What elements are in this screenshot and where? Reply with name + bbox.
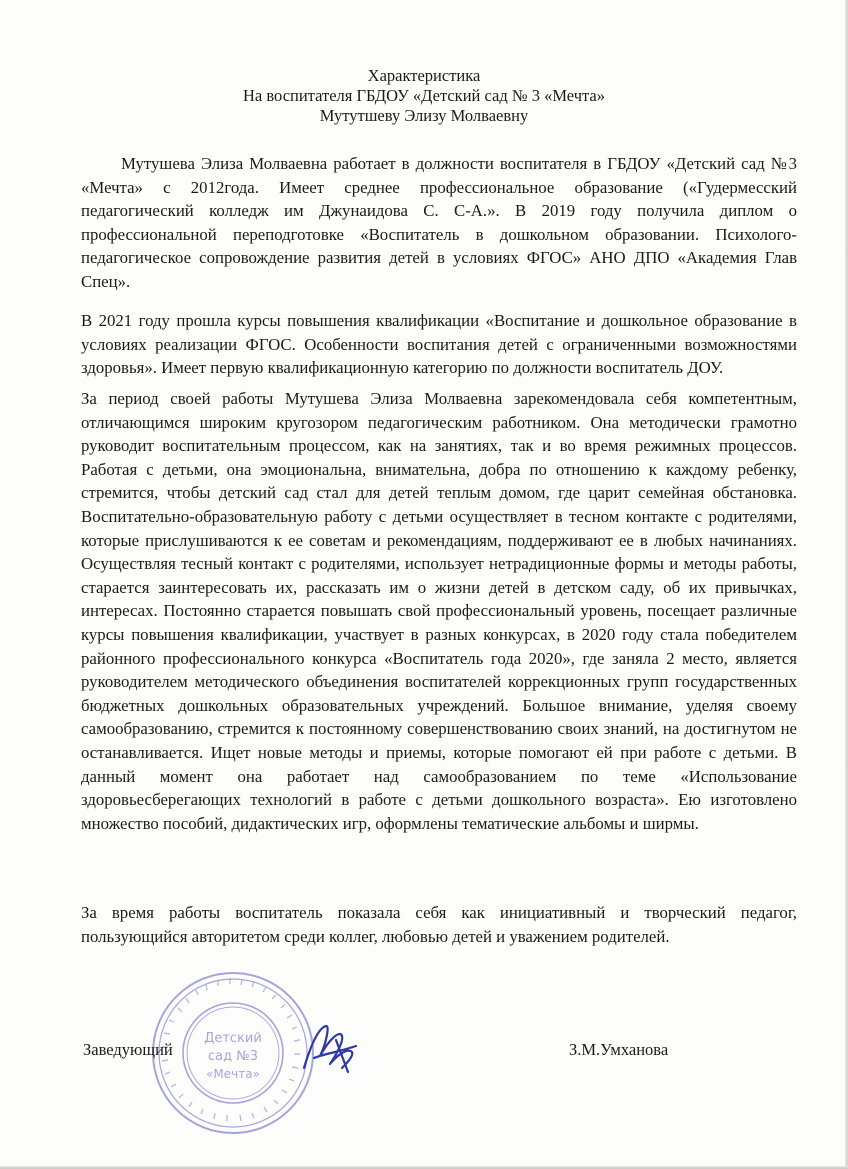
svg-text:«Мечта»: «Мечта»: [206, 1067, 260, 1081]
document-header: [0, 66, 848, 126]
document-title: Характеристика: [367, 66, 481, 85]
signature-block: [0, 1040, 848, 1066]
svg-text:Детский: Детский: [204, 1031, 262, 1046]
document-subtitle-institution: На воспитателя ГБДОУ «Детский сад № 3 «Мечта»: [243, 86, 605, 105]
document-subtitle-person: Мутутшеву Элизу Молваевну: [319, 106, 529, 125]
paragraph-employment: Мутушева Элиза Молваевна работает в должности воспитателя в ГБДОУ «Детский сад №3 «Мечта» с 2012года. Имеет среднее профессиональное образование («Гудермесский педагогический колледж им Джунаидова С. С-А.». В 2019 году получила диплом о профессиональной переподготовке «Воспитатель в дошкольном образовании. Психолого-педагогическое сопровождение развития детей в условиях ФГОС» АНО ДПО «Академия Глав Спец».: [81, 154, 797, 291]
paragraph-conclusion: За время работы воспитатель показала себя как инициативный и творческий педагог, пользующийся авторитетом среди коллег, любовью детей и уважением родителей.: [81, 903, 797, 946]
paragraph-performance: За период своей работы Мутушева Элиза Молваевна зарекомендовала себя компетентным, отличающимся широким кругозором педагогическим работником. Она методически грамотно руководит воспитательным процессом, как на занятиях, так и во время режимных процессов. Работая с детьми, она эмоциональна, внимательна, добра по отношению к каждому ребенку, стремится, чтобы детский сад стал для детей теплым домом, где царит семейная обстановка. Воспитательно-образовательную работу с детьми осуществляет в тесном контакте с родителями, которые прислушиваются к ее советам и рекомендациям, поддерживают ее в любых начинаниях. Осуществляя тесный контакт с родителями, использует нетрадиционные формы и методы работы, старается заинтересовать их, рассказать им о жизни детей в детском саду, об их привычках, интересах. Постоянно старается повышать свой профессиональный уровень, посещает различные курсы повышения квалификации, участвует в разных конкурсах, в 2020 году стала победителем районного профессионального конкурса «Воспитатель года 2020», где заняла 2 место, является руководителем методического объединения воспитателей коррекционных групп государственных бюджетных дошкольных образовательных учреждений. Большое внимание, уделяя своему самообразованию, стремится к постоянному совершенствованию своих знаний, на достигнутом не останавливается. Ищет новые методы и приемы, которые помогают ей при работе с детьми. В данный момент она работает над самообразованием по теме «Использование здоровьесберегающих технологий в работе с детьми дошкольного возраста». Ею изготовлено множество пособий, дидактических игр, оформлены тематические альбомы и ширмы.: [81, 389, 797, 833]
svg-text:сад №3: сад №3: [207, 1049, 259, 1064]
signatory-name: З.М.Умханова: [569, 1040, 669, 1059]
paragraph-qualification: В 2021 году прошла курсы повышения квалификации «Воспитание и дошкольное образование в условиях реализации ФГОС. Особенности воспитания детей с ограниченными возможностями здоровья». Имеет первую квалификационную категорию по должности воспитатель ДОУ.: [81, 311, 797, 378]
signatory-position: Заведующий: [83, 1040, 173, 1059]
